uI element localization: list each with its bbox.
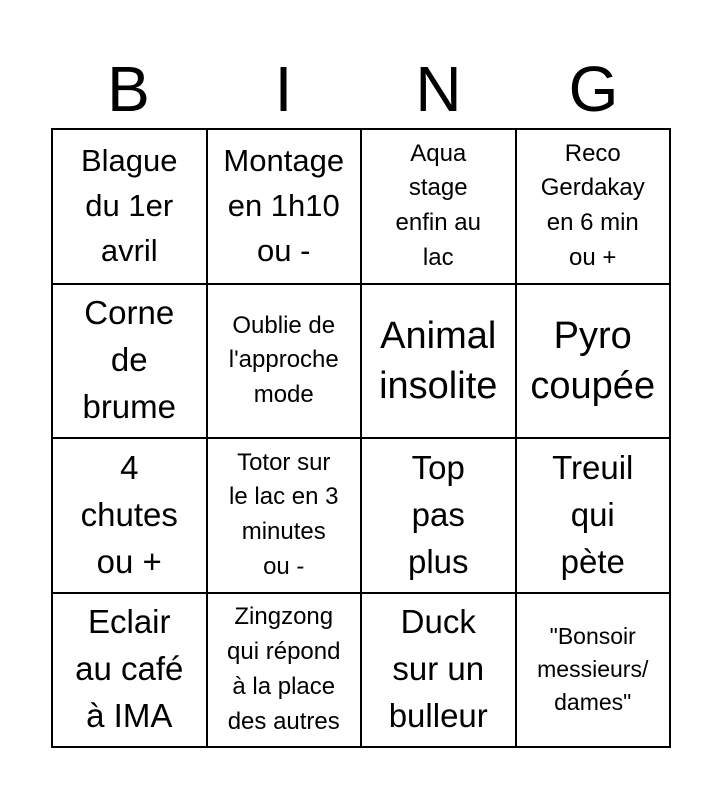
bingo-cell-4-1[interactable] [53,594,208,749]
bingo-cell-2-1[interactable] [53,285,208,440]
bingo-cell-text: Pyro coupée [530,314,656,407]
header-letter-g: G [568,53,619,125]
bingo-cell-2-3[interactable] [362,285,517,440]
header-letter-b: B [107,53,150,125]
bingo-cell-text: Blague du 1er avril [80,142,178,268]
bingo-cell-text: "Bonsoir messieurs/ dames" [537,622,649,716]
bingo-cell-text: Treuil qui pète [552,448,634,580]
bingo-cell-4-3[interactable] [362,594,517,749]
bingo-cell-text: Totor sur le lac en 3 minutes ou - [229,448,339,581]
bingo-cell-1-1[interactable] [53,130,208,285]
bingo-cell-4-4[interactable] [517,594,672,749]
bingo-cell-text: 4 chutes ou + [80,448,178,580]
bingo-cell-text: Top pas plus [407,448,469,580]
bingo-cell-3-2[interactable] [208,439,363,594]
bingo-header [51,50,671,128]
bingo-cell-text: Eclair au café à IMA [75,603,184,735]
bingo-cell-text: Reco Gerdakay en 6 min ou + [540,139,645,272]
bingo-cell-3-3[interactable] [362,439,517,594]
header-letter-n: N [415,53,462,125]
bingo-cell-text: Montage en 1h10 ou - [223,142,345,268]
bingo-cell-text: Duck sur un bulleur [388,603,488,735]
bingo-cell-2-4[interactable] [517,285,672,440]
bingo-cell-text: Zingzong qui répond à la place des autres [227,603,341,735]
bingo-cell-4-2[interactable] [208,594,363,749]
bingo-cell-2-2[interactable] [208,285,363,440]
bingo-cell-3-1[interactable] [53,439,208,594]
bingo-cell-text: Corne de brume [82,294,177,426]
bingo-cell-1-4[interactable] [517,130,672,285]
bingo-grid [51,128,671,748]
header-letter-i: I [274,53,293,125]
bingo-cell-text: Aqua stage enfin au lac [395,139,481,272]
bingo-cell-1-3[interactable] [362,130,517,285]
bingo-cell-text: Animal insolite [379,314,498,407]
bingo-cell-1-2[interactable] [208,130,363,285]
bingo-cell-text: Oublie de l'approche mode [228,311,339,409]
bingo-cell-3-4[interactable] [517,439,672,594]
